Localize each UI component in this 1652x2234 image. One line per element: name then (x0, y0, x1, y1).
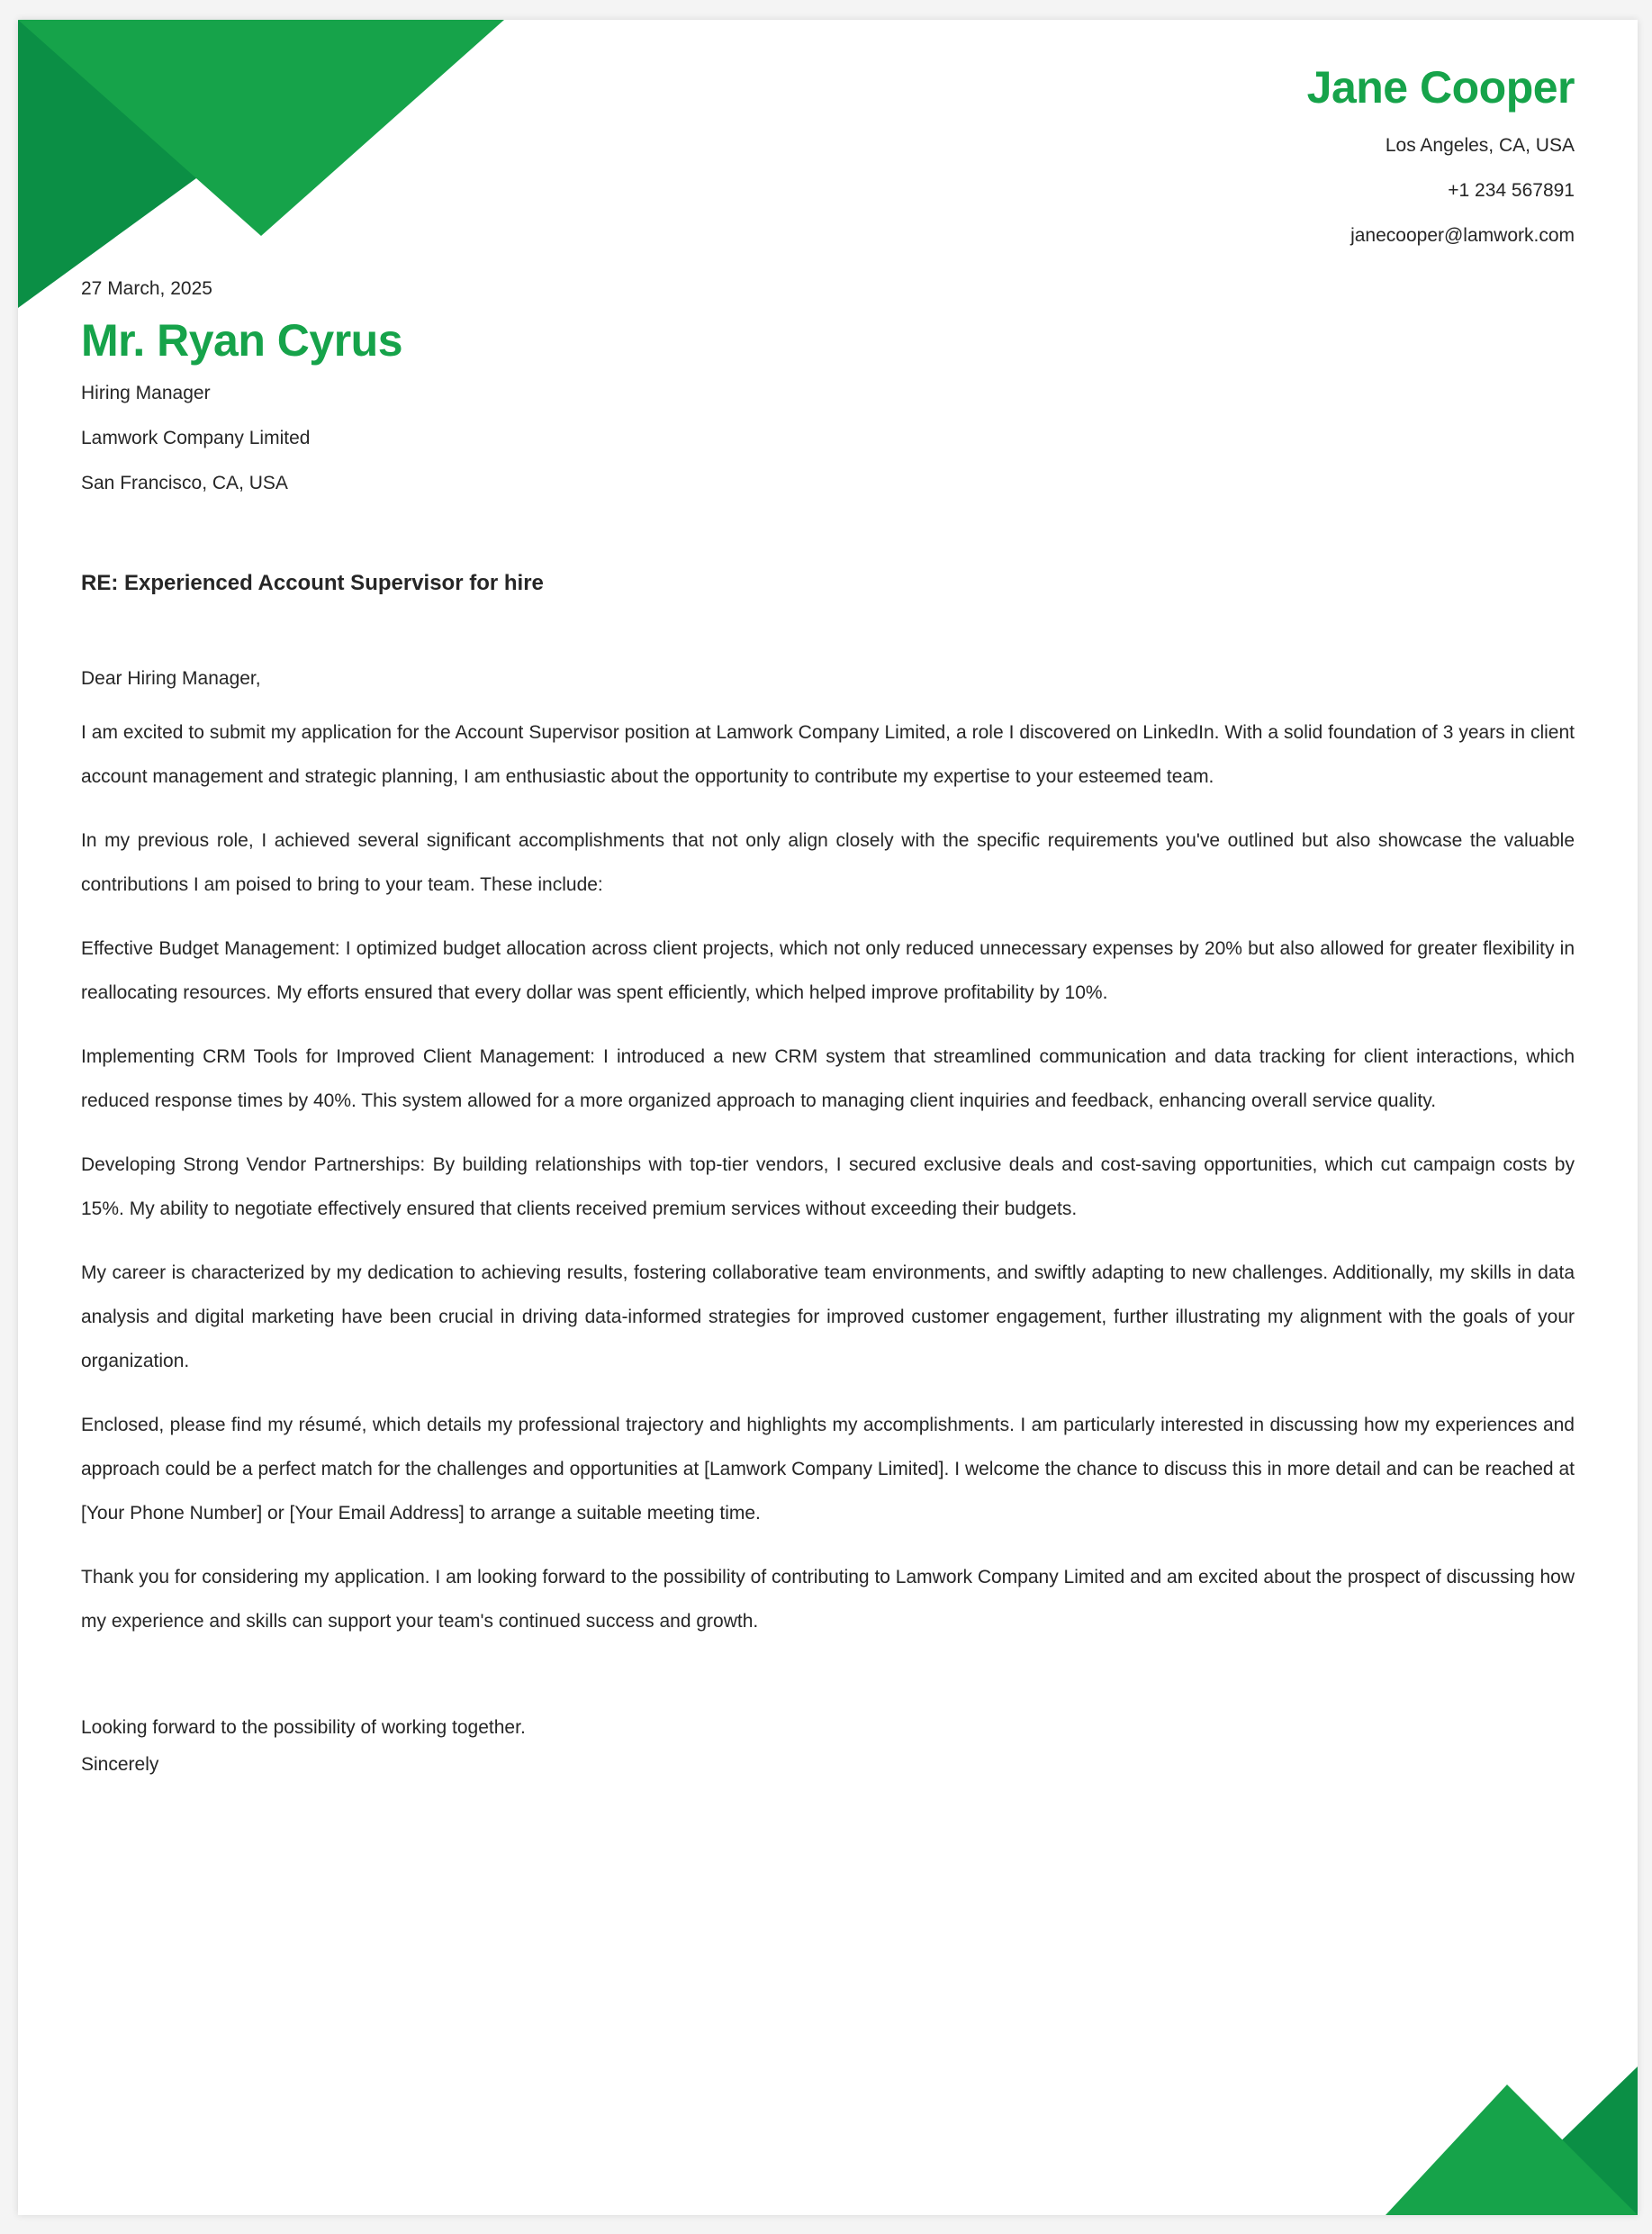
bottom-right-decoration (1386, 2067, 1638, 2215)
sender-name: Jane Cooper (1306, 62, 1575, 113)
body-paragraph-1: I am excited to submit my application for the Account Supervisor position at Lamwork Company Limited, a role I discovered on LinkedIn. With a solid foundation of 3 years in client account management and strategic planning, I am enthusiastic about the opportunity to contribute my expertise to your esteemed team. (81, 721, 1575, 787)
top-left-decoration (18, 20, 522, 308)
letter-date: 27 March, 2025 (81, 278, 212, 299)
recipient-location: San Francisco, CA, USA (81, 473, 288, 494)
letter-subject: RE: Experienced Account Supervisor for hire (81, 571, 544, 596)
body-paragraph-5: Developing Strong Vendor Partnerships: By building relationships with top-tier vendors, I secured exclusive deals and cost-saving opportunities, which cut campaign costs by 15%. My ability to negotiate effectively ensured that clients received premium services without exceeding their budgets. (81, 1153, 1575, 1219)
body-paragraph-8: Thank you for considering my application. I am looking forward to the possibility of contributing to Lamwork Company Limited and am excited about the prospect of discussing how my experience and skills can support your team's continued success and growth. (81, 1566, 1575, 1632)
letter-signoff: Sincerely (81, 1754, 159, 1776)
body-paragraph-3: Effective Budget Management: I optimized budget allocation across client projects, which not only reduced unnecessary expenses by 20% but also allowed for greater flexibility in reallocating resources. My efforts ensured that every dollar was spent efficiently, which helped improve profitability by 10%. (81, 937, 1575, 1003)
body-paragraph-7: Enclosed, please find my résumé, which details my professional trajectory and highlights my accomplishments. I am particularly interested in discussing how my experiences and approach could be a perfect match for the challenges and opportunities at [Lamwork Company Limited]. I welcome the chance to discuss this in more detail and can be reached at [Your Phone Number] or [Your Email Address] to arrange a suitable meeting time. (81, 1414, 1575, 1524)
letter-salutation: Dear Hiring Manager, (81, 668, 261, 690)
recipient-title: Hiring Manager (81, 383, 211, 404)
body-paragraph-2: In my previous role, I achieved several significant accomplishments that not only align closely with the specific requirements you've outlined but also showcase the valuable contributions I am poised to bring to your team. These include: (81, 829, 1575, 895)
recipient-name: Mr. Ryan Cyrus (81, 315, 403, 366)
sender-block (1307, 60, 1575, 258)
body-paragraph-6: My career is characterized by my dedication to achieving results, fostering collaborative team environments, and swiftly adapting to new challenges. Additionally, my skills in data analysis and digital marketing have been crucial in driving data-informed strategies for improved customer engagement, further illustrating my alignment with the goals of your organization. (81, 1262, 1575, 1371)
recipient-company: Lamwork Company Limited (81, 428, 311, 449)
letter-content (81, 276, 1575, 1779)
letter-closing: Looking forward to the possibility of working together. (81, 1716, 526, 1738)
sender-phone: +1 234 567891 (1448, 180, 1575, 201)
body-paragraph-4: Implementing CRM Tools for Improved Client Management: I introduced a new CRM system that streamlined communication and data tracking for client interactions, which reduced response times by 40%. This system allowed for a more organized approach to managing client inquiries and feedback, enhancing overall service quality. (81, 1045, 1575, 1111)
sender-location: Los Angeles, CA, USA (1385, 135, 1575, 156)
letter-page (18, 20, 1638, 2215)
sender-email: janecooper@lamwork.com (1350, 225, 1575, 246)
